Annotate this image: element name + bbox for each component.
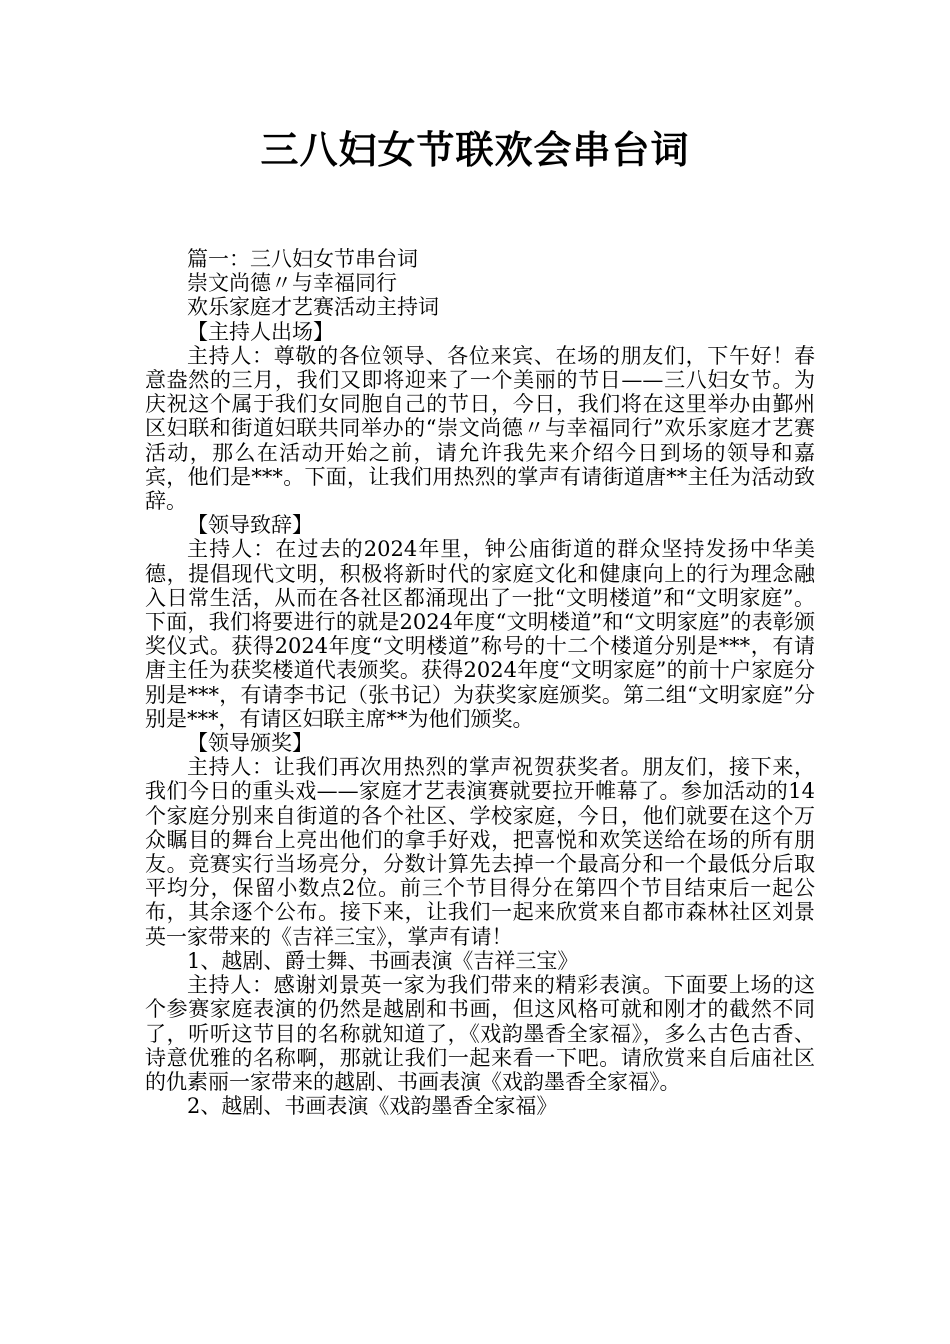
document-title: 三八妇女节联欢会串台词 — [260, 128, 690, 172]
paragraph-stage-leader-speech: 【领导致辞】 — [187, 513, 313, 538]
paragraph-stage-leader-awards: 【领导颁奖】 — [187, 731, 313, 756]
document-body — [145, 247, 815, 1118]
paragraph-theme: 崇文尚德〃与幸福同行 — [187, 271, 397, 296]
paragraph-program-1: 1、越剧、爵士舞、书画表演《吉祥三宝》 — [187, 948, 579, 973]
paragraph-program-2: 2、越剧、书画表演《戏韵墨香全家福》 — [187, 1094, 558, 1119]
paragraph-event-name: 欢乐家庭才艺赛活动主持词 — [187, 295, 439, 320]
paragraph-host-program-2-intro: 主持人：感谢刘景英一家为我们带来的精彩表演。下面要上场的这个参赛家庭表演的仍然是越剧和书画，但这风格可就和刚才的截然不同了，听听这节目的名称就知道了，《戏韵墨香全家福》，多么古色古香、诗意优雅的名称啊，那就让我们一起来看一下吧。请欣赏来自后庙社区的仇素丽一家带来的越剧、书画表演《戏韵墨香全家福》。 — [145, 973, 815, 1094]
paragraph-section-heading: 篇一：三八妇女节串台词 — [187, 247, 418, 271]
paragraph-host-opening: 主持人：尊敬的各位领导、各位来宾、在场的朋友们，下午好！春意盎然的三月，我们又即将迎来了一个美丽的节日——三八妇女节。为庆祝这个属于我们女同胞自己的节日，今日，我们将在这里举办由鄞州区妇联和街道妇联共同举办的“崇文尚德〃与幸福同行”欢乐家庭才艺赛活动，那么在活动开始之前，请允许我先来介绍今日到场的领导和嘉宾，他们是***。下面，让我们用热烈的掌声有请街道唐**主任为活动致辞。 — [145, 343, 815, 514]
paragraph-stage-host-entry: 【主持人出场】 — [187, 319, 334, 344]
paragraph-host-contest-intro: 主持人：让我们再次用热烈的掌声祝贺获奖者。朋友们，接下来，我们今日的重头戏——家庭才艺表演赛就要拉开帷幕了。参加活动的14个家庭分别来自街道的各个社区、学校家庭，今日，他们就要在这个万众瞩目的舞台上亮出他们的拿手好戏，把喜悦和欢笑送给在场的所有朋友。竞赛实行当场亮分，分数计算先去掉一个最高分和一个最低分后取平均分，保留小数点2位。前三个节目得分在第四个节目结束后一起公布，其余逐个公布。接下来，让我们一起来欣赏来自都市森林社区刘景英一家带来的《吉祥三宝》，掌声有请！ — [145, 755, 815, 949]
paragraph-host-awards-intro: 主持人：在过去的2024年里，钟公庙街道的群众坚持发扬中华美德，提倡现代文明，积极将新时代的家庭文化和健康向上的行为理念融入日常生活，从而在各社区都涌现出了一批“文明楼道”和“文明家庭”。下面，我们将要进行的就是2024年度“文明楼道”和“文明家庭”的表彰颁奖仪式。获得2024年度“文明楼道”称号的十二个楼道分别是***，有请唐主任为获奖楼道代表颁奖。获得2024年度“文明家庭”的前十户家庭分别是***，有请李书记（张书记）为获奖家庭颁奖。第二组“文明家庭”分别是***，有请区妇联主席**为他们颁奖。 — [145, 537, 815, 731]
